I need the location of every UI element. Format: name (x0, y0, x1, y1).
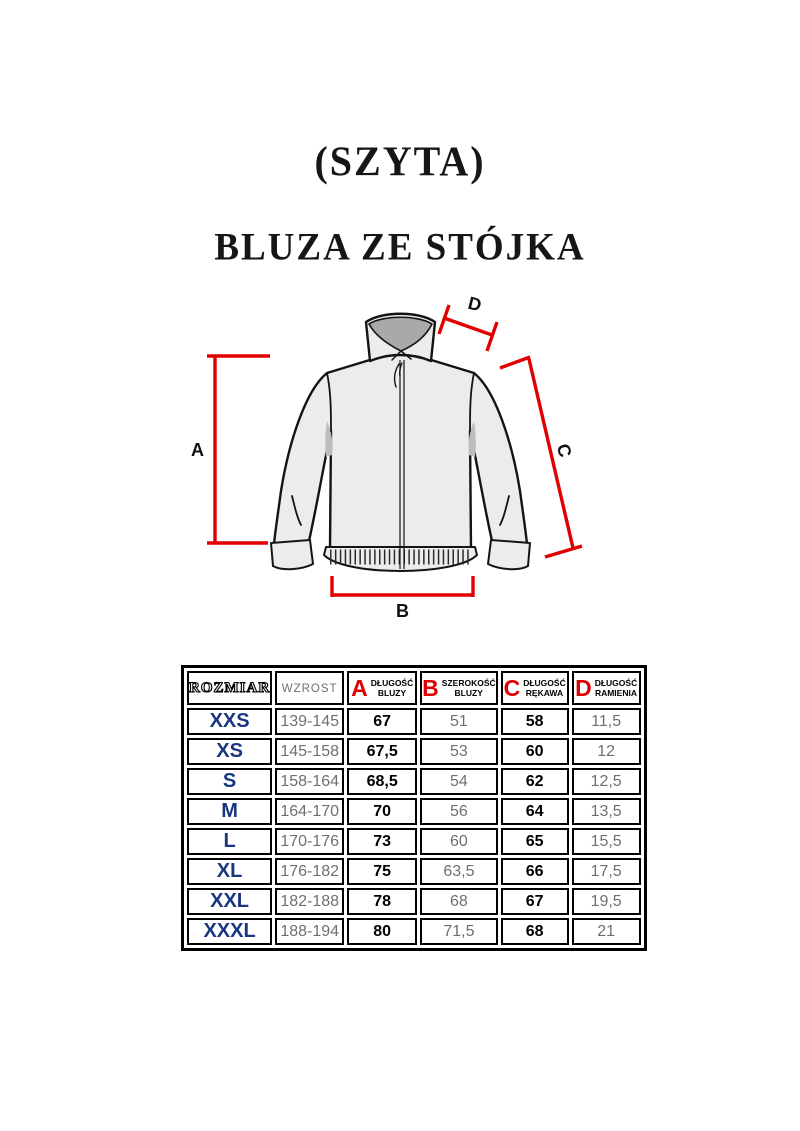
dim-letter-a: A (351, 674, 368, 701)
sleeve-cell: 65 (501, 828, 569, 855)
size-cell: M (187, 798, 272, 825)
shoulder-cell: 19,5 (572, 888, 641, 915)
table-row (187, 828, 641, 855)
width-cell: 63,5 (420, 858, 497, 885)
header-size (187, 671, 272, 705)
dim-letter-b: B (422, 674, 439, 701)
size-cell: XS (187, 738, 272, 765)
table-row (187, 858, 641, 885)
sleeve-cell: 67 (501, 888, 569, 915)
height-cell: 164-170 (275, 798, 344, 825)
size-cell: L (187, 828, 272, 855)
measurement-b-label: B (396, 601, 409, 621)
width-cell: 54 (420, 768, 497, 795)
dim-label-b-line1: SZEROKOŚĆ (441, 677, 496, 688)
measurement-d-label: D (466, 293, 484, 316)
table-row (187, 738, 641, 765)
header-size-label: ROZMIAR (189, 680, 271, 696)
length-cell: 70 (347, 798, 417, 825)
shoulder-cell: 13,5 (572, 798, 641, 825)
cuff-left (271, 540, 313, 569)
table-header-row (187, 671, 641, 705)
length-cell: 75 (347, 858, 417, 885)
table-row (187, 768, 641, 795)
table-row (187, 708, 641, 735)
height-cell: 145-158 (275, 738, 344, 765)
dim-label-c-line1: DŁUGOŚĆ (523, 677, 566, 688)
width-cell: 51 (420, 708, 497, 735)
height-cell: 139-145 (275, 708, 344, 735)
dim-label-d-line1: DŁUGOŚĆ (594, 677, 638, 688)
length-cell: 68,5 (347, 768, 417, 795)
length-cell: 80 (347, 918, 417, 945)
dim-label-b (442, 678, 496, 698)
size-cell: XXS (187, 708, 272, 735)
page-subtitle: (SZYTA) (314, 137, 486, 186)
sleeve-cell: 62 (501, 768, 569, 795)
length-cell: 78 (347, 888, 417, 915)
shoulder-cell: 21 (572, 918, 641, 945)
header-dim-b (420, 671, 497, 705)
header-dim-d (572, 671, 641, 705)
size-cell: XXXL (187, 918, 272, 945)
jacket-measurement-diagram (180, 293, 610, 628)
measurement-b (332, 576, 473, 621)
dim-label-a-line1: DŁUGOŚĆ (370, 677, 414, 688)
measurement-c-label: C (552, 441, 576, 460)
header-height-label: WZROST (281, 683, 338, 695)
header-dim-a (347, 671, 417, 705)
size-table-container (181, 665, 647, 951)
length-cell: 73 (347, 828, 417, 855)
sleeve-cell: 66 (501, 858, 569, 885)
width-cell: 71,5 (420, 918, 497, 945)
dim-label-b-line2: BLUZY (454, 688, 483, 698)
length-cell: 67 (347, 708, 417, 735)
table-row (187, 798, 641, 825)
sleeve-cell: 60 (501, 738, 569, 765)
dim-label-d-line2: RAMIENIA (594, 688, 637, 698)
dim-label-d (595, 678, 638, 698)
shoulder-cell: 17,5 (572, 858, 641, 885)
measurement-d (439, 293, 497, 351)
height-cell: 158-164 (275, 768, 344, 795)
dim-label-c (523, 678, 566, 698)
measurement-a-label: A (191, 440, 204, 460)
header-height (275, 671, 344, 705)
height-cell: 188-194 (275, 918, 344, 945)
sleeve-cell: 64 (501, 798, 569, 825)
size-table (181, 665, 647, 951)
dim-letter-d: D (575, 674, 592, 701)
page-title: BLUZA ZE STÓJKA (214, 225, 586, 270)
height-cell: 182-188 (275, 888, 344, 915)
measurement-a (191, 356, 270, 543)
dim-letter-c: C (503, 674, 521, 701)
width-cell: 56 (420, 798, 497, 825)
size-cell: S (187, 768, 272, 795)
width-cell: 60 (420, 828, 497, 855)
header-dim-c (501, 671, 569, 705)
height-cell: 176-182 (275, 858, 344, 885)
table-row (187, 918, 641, 945)
height-cell: 170-176 (275, 828, 344, 855)
shoulder-cell: 11,5 (572, 708, 641, 735)
shoulder-cell: 12 (572, 738, 641, 765)
sleeve-cell: 58 (501, 708, 569, 735)
size-cell: XXL (187, 888, 272, 915)
sleeve-cell: 68 (501, 918, 569, 945)
dim-label-a-line2: BLUZY (377, 688, 407, 698)
shoulder-cell: 12,5 (572, 768, 641, 795)
size-cell: XL (187, 858, 272, 885)
cuff-right (488, 540, 530, 569)
dim-label-c-line2: RĘKAWA (525, 688, 564, 698)
width-cell: 53 (420, 738, 497, 765)
table-row (187, 888, 641, 915)
length-cell: 67,5 (347, 738, 417, 765)
shoulder-cell: 15,5 (572, 828, 641, 855)
dim-label-a (371, 678, 414, 698)
width-cell: 68 (420, 888, 497, 915)
